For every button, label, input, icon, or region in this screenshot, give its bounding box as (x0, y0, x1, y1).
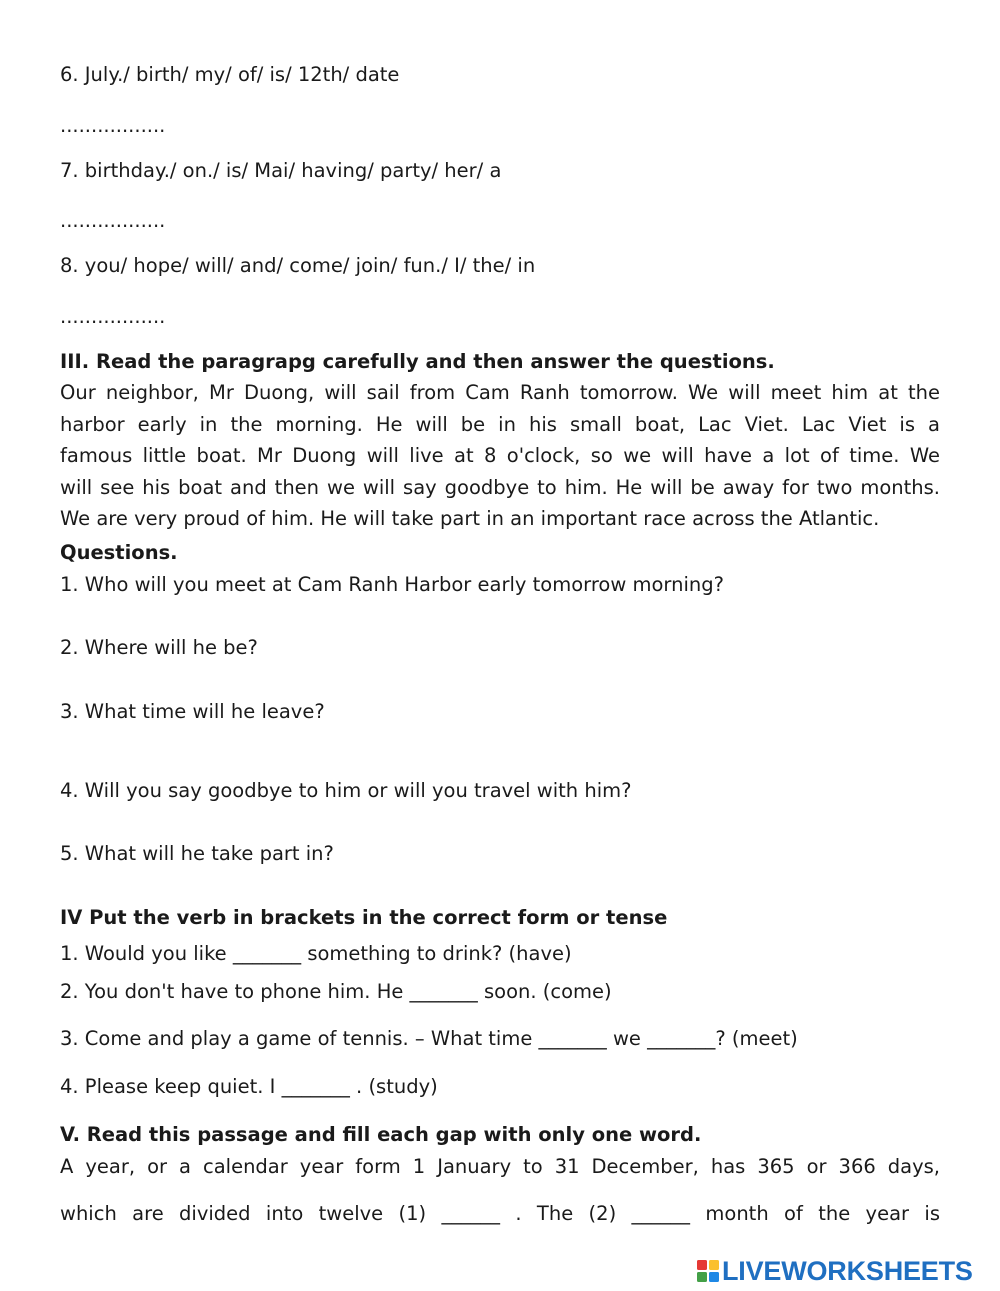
section-iv-heading: IV Put the verb in brackets in the correct form or tense (60, 906, 668, 929)
paragraph-line: harbor early in the morning. He will be in his small boat, Lac Viet. Lac Viet is a (60, 412, 940, 436)
logo-text: LIVEWORKSHEETS (722, 1255, 973, 1286)
iv-item-4: 4. Please keep quiet. I _______ . (study) (60, 1075, 438, 1098)
ii-item-7-answer-line[interactable]: ................. (60, 209, 166, 232)
section-iii-heading: III. Read the paragrapg carefully and then answer the questions. (60, 350, 775, 373)
iv-item-2: 2. You don't have to phone him. He _______ soon. (come) (60, 980, 612, 1003)
reading-paragraph (60, 377, 940, 535)
paragraph-line: famous little boat. Mr Duong will live at 8 o'clock, so we will have a lot of time. We (60, 444, 940, 467)
paragraph-line: Our neighbor, Mr Duong, will sail from Cam Ranh tomorrow. We will meet him at the (60, 381, 940, 404)
question-2: 2. Where will he be? (60, 636, 258, 659)
section-v-passage (60, 1150, 940, 1231)
liveworksheets-logo[interactable] (697, 1256, 973, 1286)
question-1: 1. Who will you meet at Cam Ranh Harbor early tomorrow morning? (60, 573, 724, 596)
question-5: 5. What will he take part in? (60, 842, 334, 865)
questions-heading: Questions. (60, 541, 178, 564)
section-v-heading: V. Read this passage and fill each gap with only one word. (60, 1123, 702, 1146)
paragraph-line: will see his boat and then we will say goodbye to him. He will be away for two months. (60, 475, 940, 499)
iv-item-3: 3. Come and play a game of tennis. – What time _______ we _______? (meet) (60, 1027, 798, 1050)
ii-item-8-answer-line[interactable]: ................. (60, 305, 166, 328)
ii-item-8: 8. you/ hope/ will/ and/ come/ join/ fun./ I/ the/ in (60, 254, 536, 277)
passage-line: which are divided into twelve (1) ______ . The (2) ______ month of the year is (60, 1202, 940, 1225)
iv-item-1: 1. Would you like _______ something to drink? (have) (60, 942, 572, 965)
paragraph-line: We are very proud of him. He will take part in an important race across the Atlantic. (60, 507, 880, 530)
question-4: 4. Will you say goodbye to him or will you travel with him? (60, 779, 632, 802)
ii-item-7: 7. birthday./ on./ is/ Mai/ having/ party/ her/ a (60, 159, 502, 182)
ii-item-6-answer-line[interactable]: ................. (60, 114, 166, 137)
question-3: 3. What time will he leave? (60, 700, 325, 723)
ii-item-6: 6. July./ birth/ my/ of/ is/ 12th/ date (60, 63, 400, 86)
passage-line: A year, or a calendar year form 1 January to 31 December, has 365 or 366 days, (60, 1155, 940, 1178)
liveworksheets-logo-icon (697, 1260, 719, 1282)
